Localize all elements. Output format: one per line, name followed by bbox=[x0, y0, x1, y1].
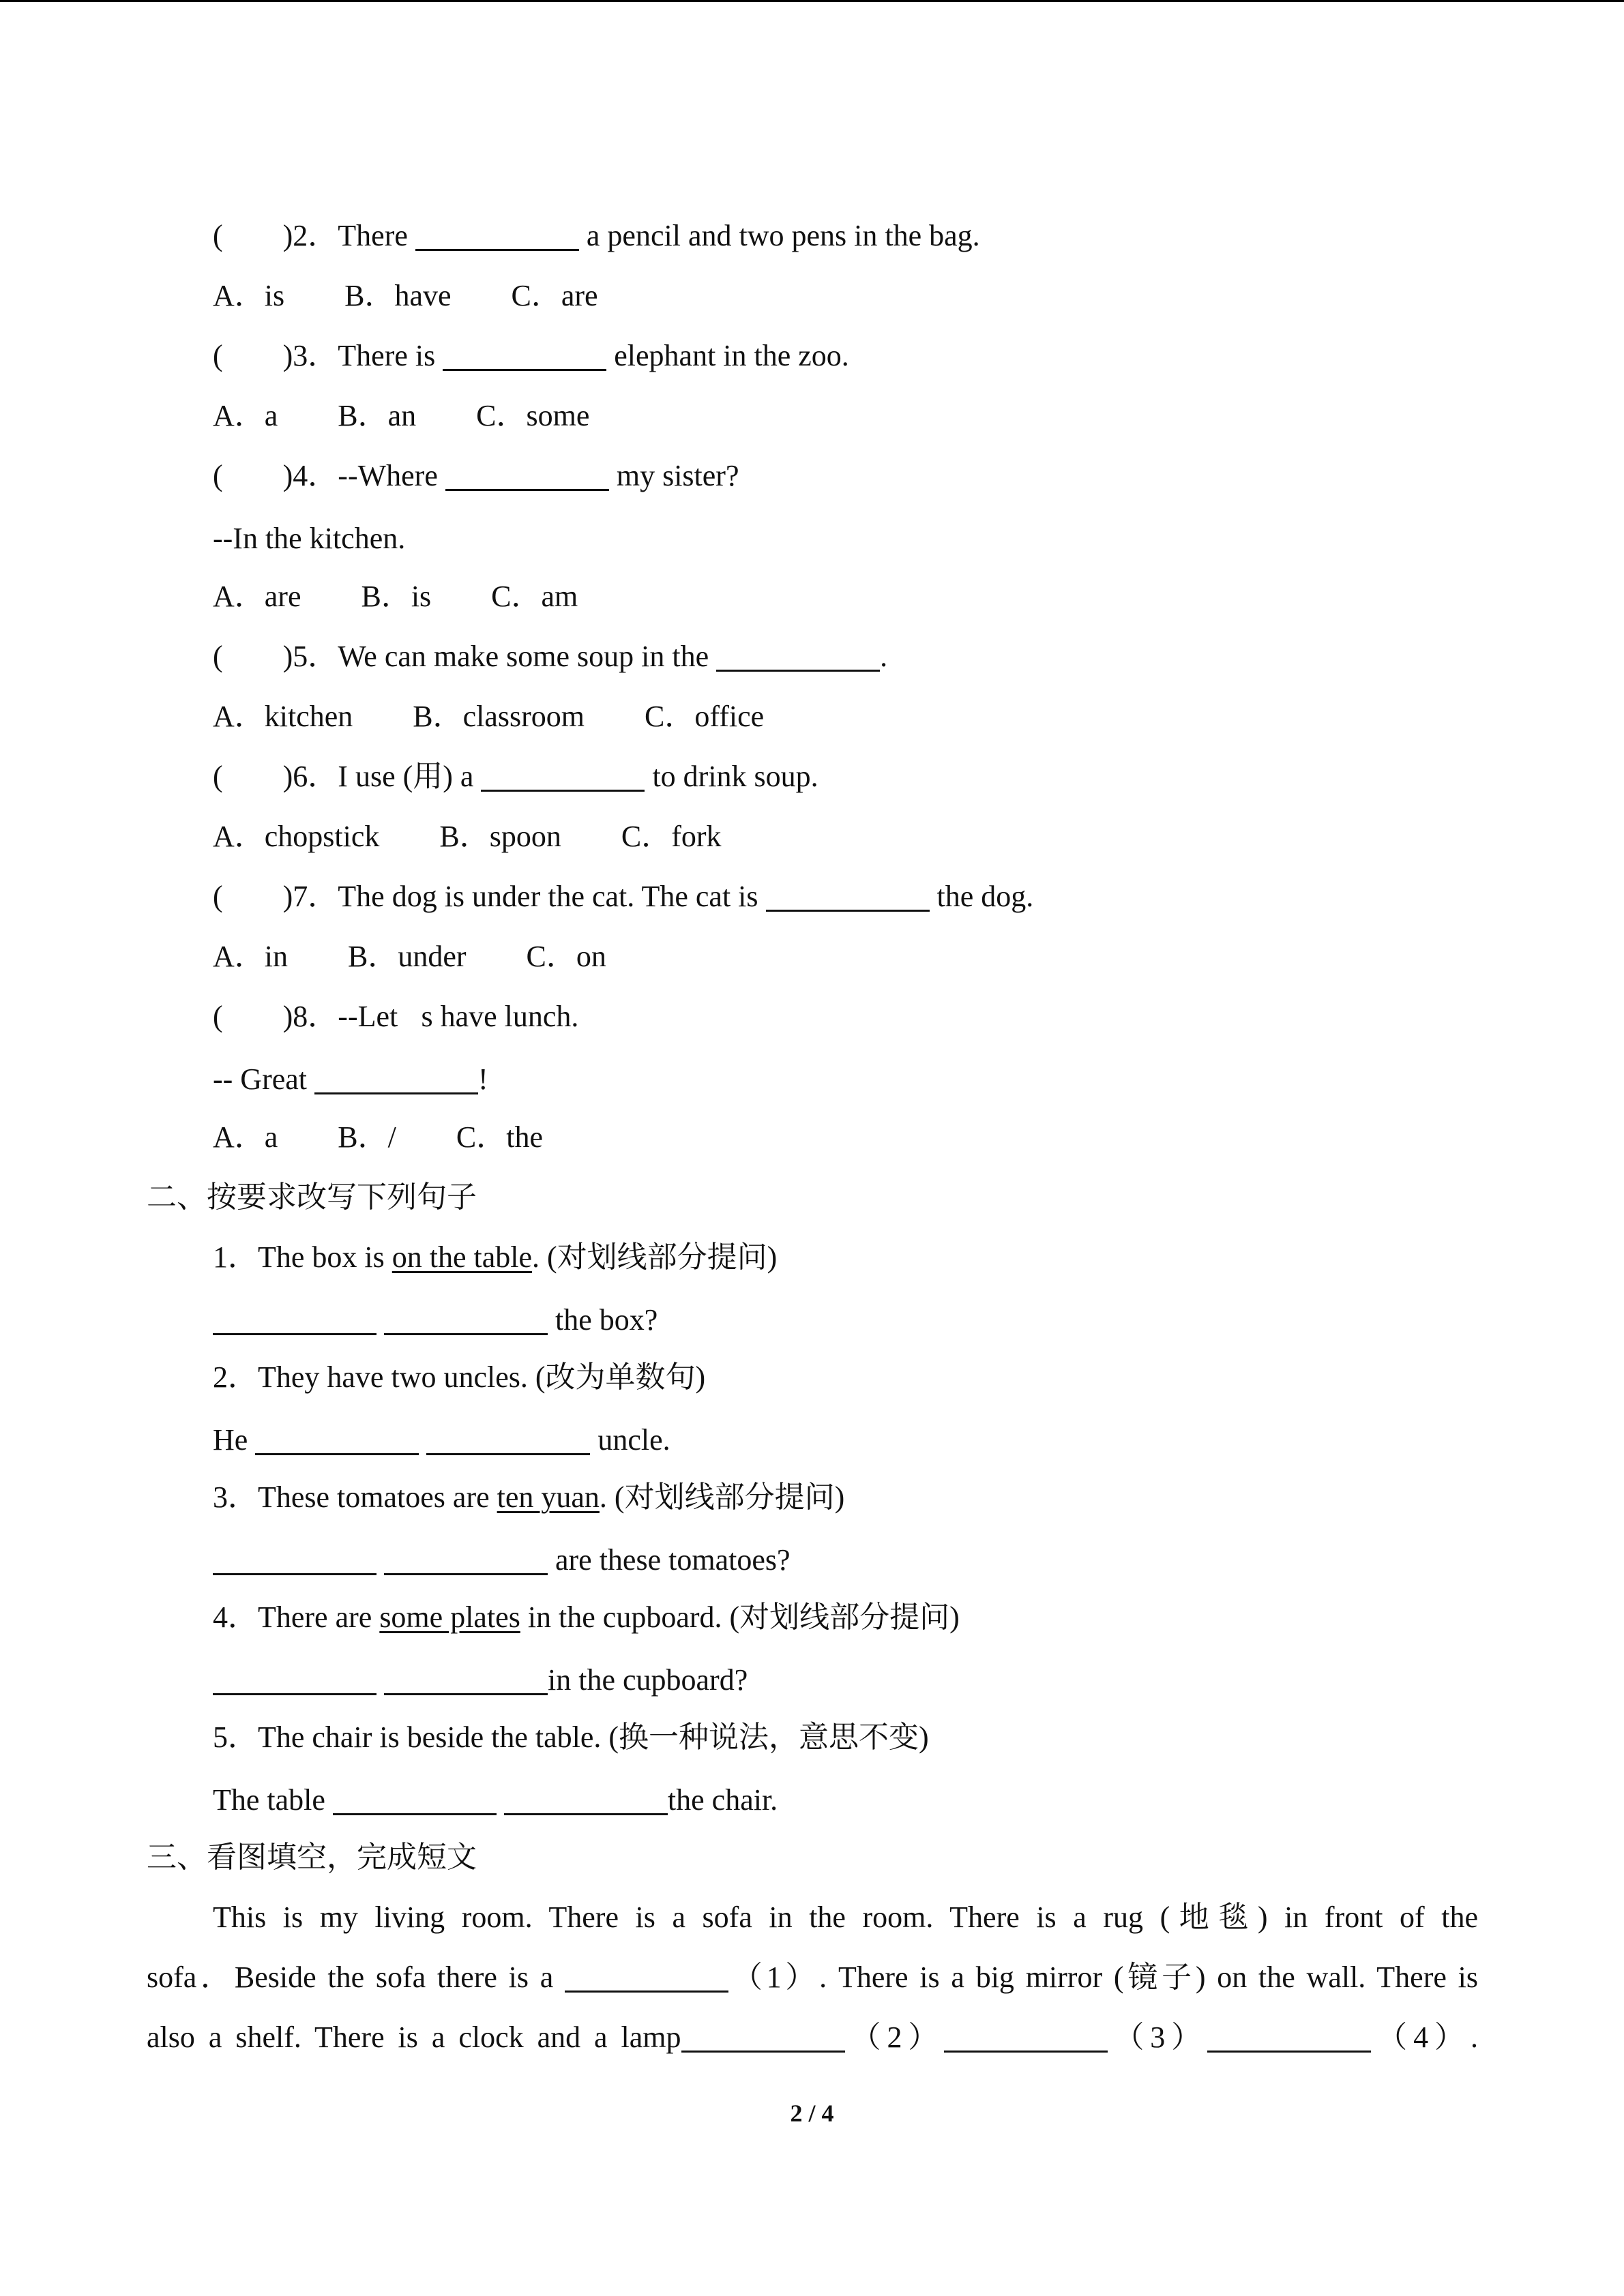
passage-blank-2[interactable] bbox=[681, 2021, 845, 2053]
passage-blank-1[interactable] bbox=[565, 1960, 728, 1993]
rewrite-answer-2: He uncle. bbox=[213, 1423, 670, 1457]
rewrite-item-1: 1．The box is on the table. (对划线部分提问) bbox=[213, 1240, 778, 1274]
passage-line-3: also a shelf. There is a clock and a lamp （2） （3） （4）. bbox=[147, 2021, 1479, 2054]
rewrite-item-5: 5．The chair is beside the table. (换一种说法，意思不变) bbox=[213, 1720, 929, 1754]
answer-blank[interactable] bbox=[255, 1423, 419, 1455]
section-3-title: 三、看图填空，完成短文 bbox=[147, 1840, 477, 1874]
question-7-options: A．in B．under C．on bbox=[213, 940, 606, 973]
rewrite-item-3: 3．These tomatoes are ten yuan. (对划线部分提问) bbox=[213, 1480, 845, 1514]
rewrite-answer-5: The table the chair. bbox=[213, 1783, 778, 1817]
question-6: ( )6．I use (用) a to drink soup. bbox=[213, 760, 818, 793]
answer-blank[interactable] bbox=[766, 880, 930, 912]
rewrite-answer-4: in the cupboard? bbox=[213, 1660, 748, 1701]
page-top-border bbox=[0, 0, 1624, 2]
answer-blank[interactable] bbox=[445, 459, 609, 491]
passage-blank-3[interactable] bbox=[944, 2021, 1108, 2053]
passage-line-1: This is my living room. There is a sofa in the room. There is a rug (地毯) in front of the bbox=[213, 1900, 1478, 1934]
section-2-title: 二、按要求改写下列句子 bbox=[147, 1180, 477, 1214]
page-number: 2 / 4 bbox=[790, 2100, 834, 2127]
question-4-options: A．are B．is C．am bbox=[213, 580, 578, 613]
answer-blank[interactable] bbox=[314, 1062, 478, 1094]
answer-blank[interactable] bbox=[481, 760, 645, 792]
answer-blank[interactable] bbox=[213, 1663, 377, 1695]
answer-blank[interactable] bbox=[384, 1663, 548, 1695]
rewrite-answer-3: are these tomatoes? bbox=[213, 1540, 791, 1581]
question-8-options: A．a B．/ C．the bbox=[213, 1120, 543, 1154]
passage-blank-4[interactable] bbox=[1207, 2021, 1371, 2053]
rewrite-item-2: 2．They have two uncles. (改为单数句) bbox=[213, 1360, 706, 1394]
answer-blank[interactable] bbox=[443, 339, 606, 371]
question-8-answer-line: -- Great ! bbox=[213, 1062, 488, 1096]
answer-blank[interactable] bbox=[213, 1543, 377, 1575]
question-3-options: A．a B．an C．some bbox=[213, 399, 590, 432]
answer-blank[interactable] bbox=[333, 1783, 497, 1815]
answer-blank[interactable] bbox=[384, 1543, 548, 1575]
answer-blank[interactable] bbox=[504, 1783, 668, 1815]
question-3: ( )3．There is elephant in the zoo. bbox=[213, 339, 849, 372]
rewrite-answer-1: the box? bbox=[213, 1300, 658, 1341]
question-8: ( )8．--Let s have lunch. bbox=[213, 1000, 579, 1033]
question-4-answer-line: --In the kitchen. bbox=[213, 522, 406, 555]
question-6-options: A．chopstick B．spoon C．fork bbox=[213, 820, 722, 853]
question-4: ( )4．--Where my sister? bbox=[213, 459, 739, 492]
question-2-options: A．is B．have C．are bbox=[213, 279, 598, 312]
question-5-options: A．kitchen B．classroom C．office bbox=[213, 700, 765, 733]
answer-blank[interactable] bbox=[716, 640, 880, 672]
answer-blank[interactable] bbox=[415, 219, 579, 251]
passage-line-2: sofa．Beside the sofa there is a （1）. There is a big mirror (镜子) on the wall. There is bbox=[147, 1960, 1478, 1994]
question-5: ( )5．We can make some soup in the . bbox=[213, 640, 888, 673]
rewrite-item-4: 4．There are some plates in the cupboard. (对划线部分提问) bbox=[213, 1600, 960, 1634]
answer-blank[interactable] bbox=[384, 1303, 548, 1335]
answer-blank[interactable] bbox=[213, 1303, 377, 1335]
question-7: ( )7．The dog is under the cat. The cat is the dog. bbox=[213, 880, 1034, 913]
question-2: ( )2．There a pencil and two pens in the bag. bbox=[213, 219, 980, 252]
answer-blank[interactable] bbox=[426, 1423, 590, 1455]
